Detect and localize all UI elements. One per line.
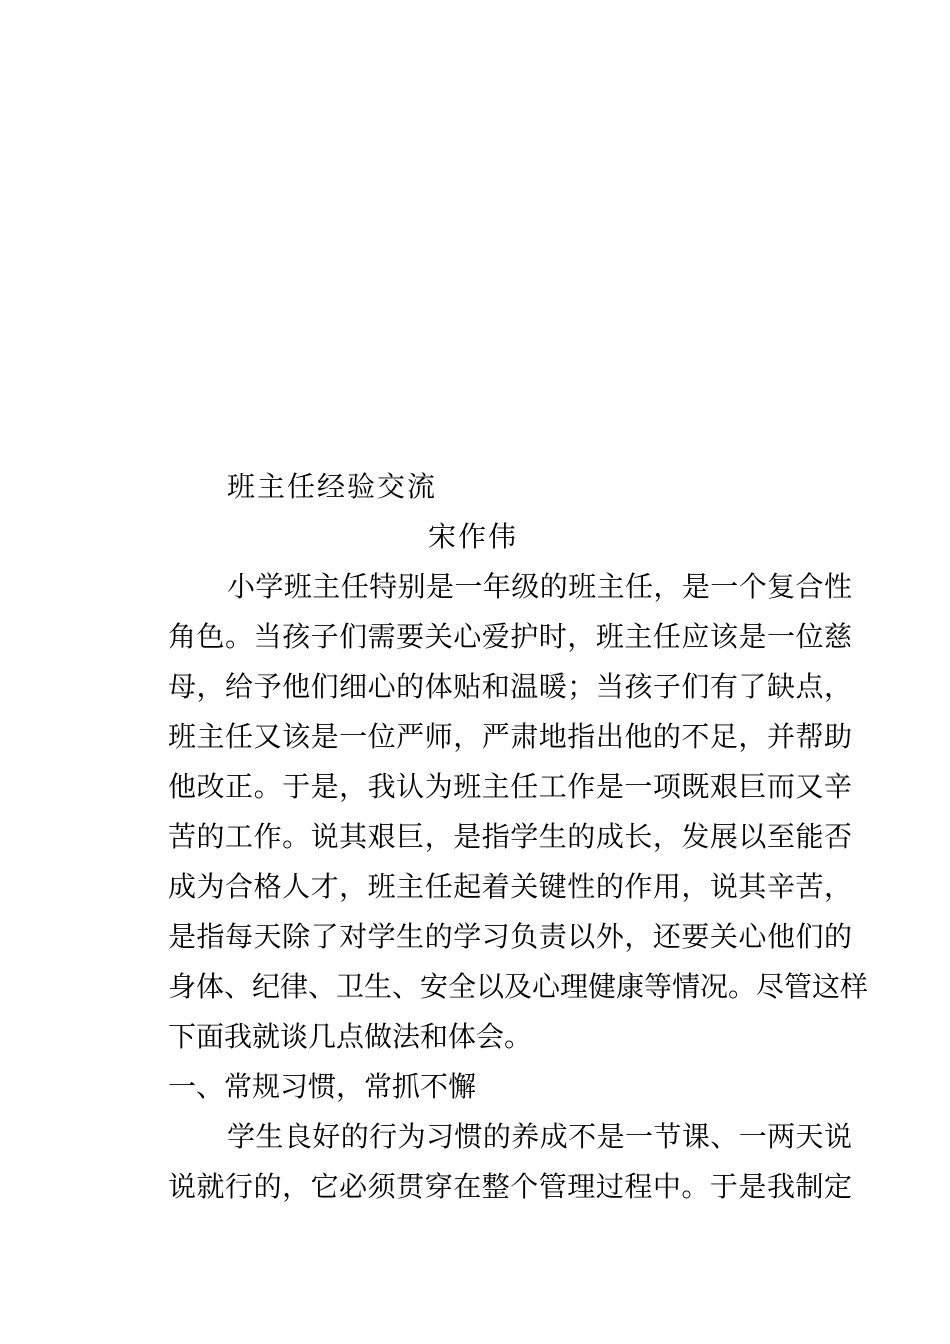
paragraph-line: 学生良好的行为习惯的养成不是一节课、一两天说	[227, 1120, 852, 1153]
paragraph-line: 角色。当孩子们需要关心爱护时，班主任应该是一位慈	[168, 620, 852, 653]
paragraph-line: 说就行的，它必须贯穿在整个管理过程中。于是我制定	[168, 1170, 852, 1203]
paragraph-line: 他改正。于是，我认为班主任工作是一项既艰巨而又辛	[168, 770, 852, 803]
paragraph-line: 班主任又该是一位严师，严肃地指出他的不足，并帮助	[168, 720, 852, 753]
document-author: 宋作伟	[428, 520, 519, 553]
paragraph-line: 小学班主任特别是一年级的班主任，是一个复合性	[227, 570, 852, 603]
paragraph-line: 下面我就谈几点做法和体会。	[168, 1020, 533, 1053]
document-body	[168, 562, 869, 1212]
paragraph-line: 母，给予他们细心的体贴和温暖；当孩子们有了缺点，	[168, 670, 852, 703]
document-title: 班主任经验交流	[227, 470, 438, 503]
section-heading: 一、常规习惯，常抓不懈	[168, 1070, 477, 1103]
paragraph-line: 苦的工作。说其艰巨，是指学生的成长，发展以至能否	[168, 820, 852, 853]
paragraph-line: 成为合格人才，班主任起着关键性的作用，说其辛苦，	[168, 870, 852, 903]
paragraph-line: 身体、纪律、卫生、安全以及心理健康等情况。尽管这样	[168, 970, 869, 1003]
paragraph-line: 是指每天除了对学生的学习负责以外，还要关心他们的	[168, 920, 852, 953]
